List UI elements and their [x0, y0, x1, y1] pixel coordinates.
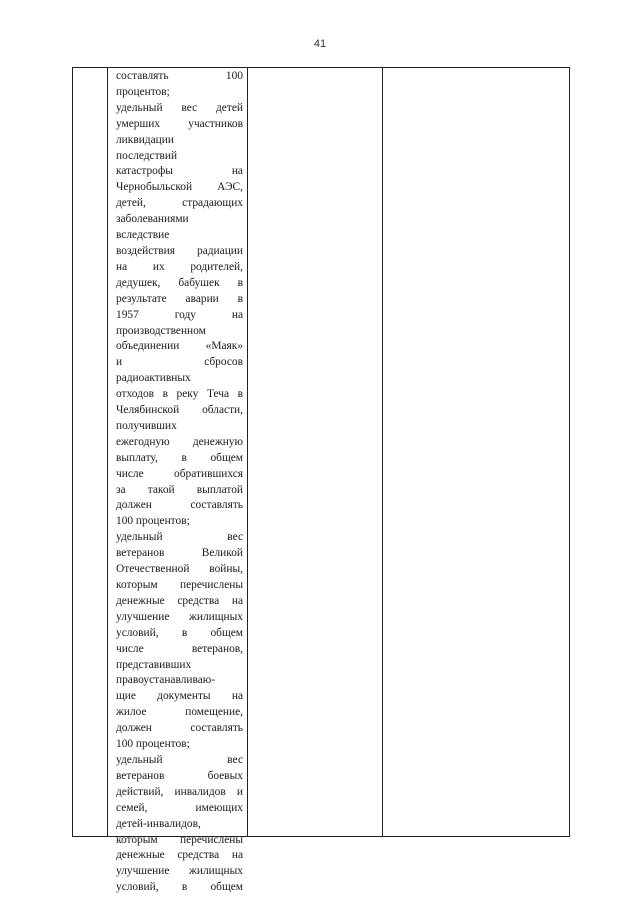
column-divider-1: [107, 68, 108, 836]
cell-line: детей, страдающих: [116, 197, 243, 210]
cell-line: производственном: [116, 324, 206, 337]
table-cell-indicators: [116, 69, 243, 896]
cell-line: удельный вес: [116, 531, 243, 544]
cell-line: условий, в общем: [116, 881, 243, 894]
page-number: 41: [313, 38, 327, 50]
cell-line: представивших: [116, 658, 192, 671]
cell-line: и сбросов: [116, 356, 243, 369]
cell-line: улучшение жилищных: [116, 865, 243, 878]
cell-line: Отечественной войны,: [116, 563, 243, 576]
cell-line: процентов;: [116, 85, 170, 98]
cell-line: дедушек, бабушек в: [116, 276, 243, 289]
cell-line: результате аварии в: [116, 292, 243, 305]
cell-line: радиоактивных: [116, 372, 191, 385]
cell-line: детей-инвалидов,: [116, 817, 201, 830]
cell-line: денежные средства на: [116, 849, 243, 862]
cell-line: числе ветеранов,: [116, 642, 243, 655]
cell-line: катастрофы на: [116, 165, 243, 178]
cell-line: которым перечислены: [116, 833, 243, 846]
cell-line: улучшение жилищных: [116, 610, 243, 623]
cell-line: действий, инвалидов и: [116, 785, 243, 798]
cell-line: ежегодную денежную: [116, 435, 243, 448]
cell-line: вследствие: [116, 229, 170, 242]
cell-line: условий, в общем: [116, 626, 243, 639]
table: [72, 67, 570, 894]
cell-line: ликвидации: [116, 133, 174, 146]
cell-line: 100 процентов;: [116, 738, 190, 751]
cell-line: получивших: [116, 419, 177, 432]
cell-line: должен составлять: [116, 722, 243, 735]
cell-line: удельный вес детей: [116, 101, 243, 114]
cell-line: Чернобыльской АЭС,: [116, 181, 243, 194]
cell-line: составлять 100: [116, 70, 243, 82]
cell-line: числе обратившихся: [116, 467, 243, 480]
cell-line: правоустанавливаю-: [116, 674, 216, 687]
cell-line: 1957 году на: [116, 308, 243, 321]
cell-line: воздействия радиации: [116, 244, 243, 257]
cell-line: денежные средства на: [116, 594, 243, 607]
column-divider-3: [382, 68, 383, 836]
cell-line: которым перечислены: [116, 579, 243, 591]
cell-line: за такой выплатой: [116, 483, 243, 496]
cell-line: отходов в реку Теча в: [116, 388, 243, 401]
cell-line: удельный вес: [116, 753, 243, 766]
cell-line: выплату, в общем: [116, 451, 243, 464]
cell-line: должен составлять: [116, 499, 243, 512]
column-divider-2: [247, 68, 248, 836]
cell-line: ветеранов Великой: [116, 547, 243, 560]
cell-line: на их родителей,: [116, 260, 243, 273]
cell-line: умерших участников: [116, 117, 243, 130]
cell-line: семей, имеющих: [116, 801, 243, 814]
cell-line: Челябинской области,: [116, 404, 243, 417]
cell-line: заболеваниями: [116, 213, 189, 226]
cell-line: последствий: [116, 149, 178, 162]
cell-line: объединении «Маяк»: [116, 340, 243, 353]
cell-line: ветеранов боевых: [116, 769, 243, 782]
cell-line: 100 процентов;: [116, 515, 190, 528]
cell-line: жилое помещение,: [116, 706, 243, 719]
cell-line: щие документы на: [116, 690, 243, 703]
